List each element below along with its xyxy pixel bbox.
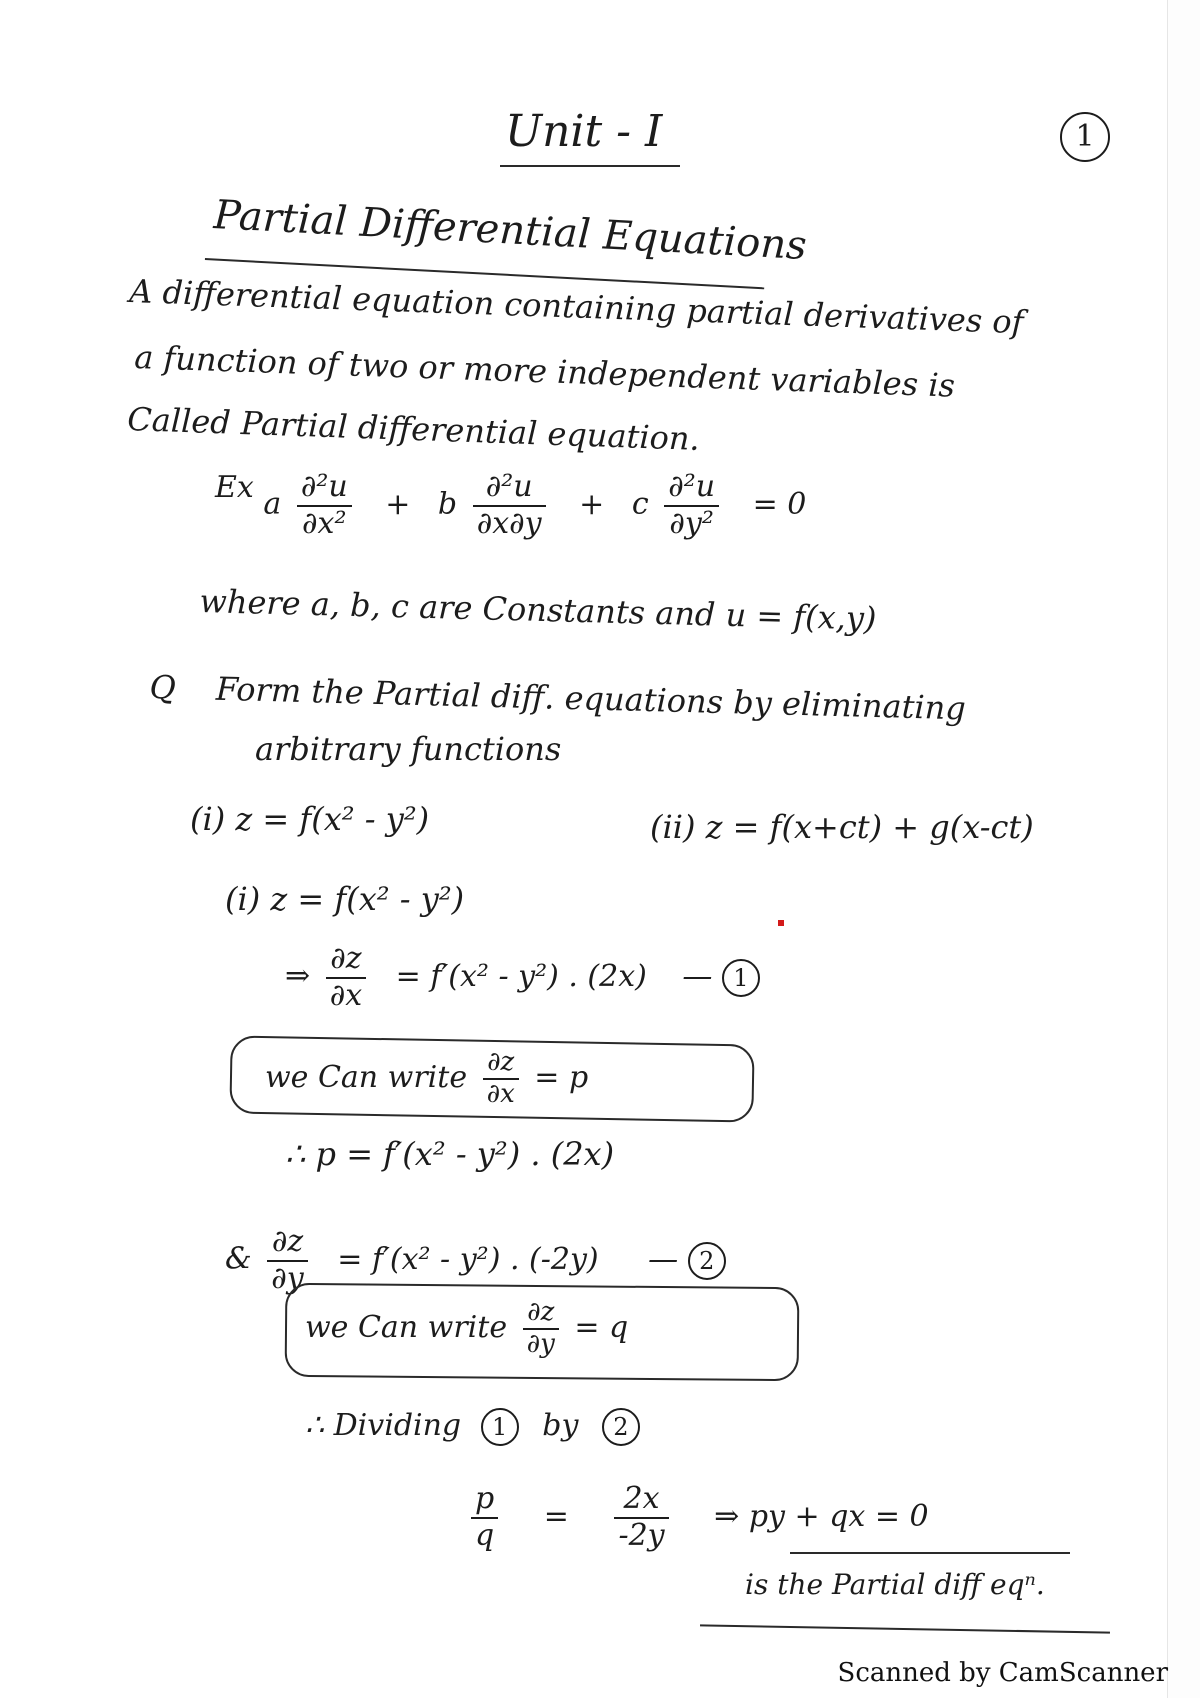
term3-num: ∂²u [664, 470, 719, 507]
question-line-2-text: arbitrary functions [255, 730, 562, 768]
divide-b: 2 [602, 1408, 640, 1446]
where-line-text: where a, b, c are Constants and u = f(x,y) [199, 582, 877, 638]
scanner-watermark [838, 1658, 1168, 1688]
solution-step-3-text: ∴ p = f′(x² - y²) . (2x) [285, 1135, 615, 1173]
definition-line-1-text: A differential equation containing partial derivatives of [128, 272, 1025, 342]
solution-step-3 [285, 1135, 614, 1173]
note-1-den: ∂x [486, 1078, 515, 1109]
note-2-fraction [523, 1298, 559, 1360]
term3-den: ∂y² [669, 505, 714, 541]
note-2-den: ∂y [526, 1328, 555, 1359]
eq1-dash: — [682, 958, 713, 994]
question-line-1 [149, 668, 966, 727]
unit-title-underline [500, 165, 680, 167]
note-2-text: we Can write [305, 1309, 508, 1345]
question-part-i [190, 800, 429, 838]
question-part-i-text: (i) z = f(x² - y²) [190, 800, 430, 838]
note-1-text: we Can write [265, 1059, 468, 1095]
term2-fraction [473, 470, 546, 541]
term2-num: ∂²u [473, 470, 546, 507]
page-number-circle: 1 [1060, 112, 1110, 162]
definition-line-2 [134, 338, 956, 405]
result-note [745, 1568, 1045, 1601]
term3-coef: c [631, 486, 649, 522]
divide-prefix: ∴ Dividing [305, 1408, 462, 1443]
step4-num: ∂z [267, 1225, 307, 1262]
divide-by: by [542, 1408, 579, 1443]
step2-fraction [326, 942, 366, 1013]
scan-edge [1167, 0, 1200, 1698]
term1-coef: a [263, 486, 282, 522]
question-part-ii-text: (ii) z = f(x+ct) + g(x-ct) [650, 808, 1034, 846]
ratio-den: q [475, 1517, 495, 1553]
section-heading-text: Partial Differential Equations [212, 192, 808, 270]
definition-line-3-text: Called Partial differential equation. [126, 400, 701, 458]
dividing-line [305, 1408, 640, 1446]
plus-1: + [385, 486, 411, 522]
ratio-line [465, 1482, 929, 1553]
step2-prefix: ⇒ [285, 958, 311, 994]
step2-rhs: = f′(x² - y²) . (2x) [395, 958, 647, 994]
term1-num: ∂²u [297, 470, 352, 507]
result: ⇒ py + qx = 0 [714, 1498, 929, 1534]
step4-den: ∂y [271, 1260, 304, 1296]
ratio-rhs-den: -2y [618, 1517, 665, 1553]
note-2 [305, 1298, 628, 1360]
where-line [199, 582, 877, 638]
eq2-label: 2 [688, 1242, 726, 1280]
question-part-ii [650, 808, 1034, 846]
note-1-rhs: = p [534, 1059, 589, 1095]
unit-title [505, 106, 662, 157]
plus-2: + [579, 486, 605, 522]
ratio-rhs-num: 2x [614, 1482, 668, 1519]
result-note-text: is the Partial diff eqⁿ. [745, 1568, 1045, 1601]
term3-fraction [664, 470, 719, 541]
note-1 [265, 1048, 588, 1110]
question-marker: Q [149, 668, 177, 707]
divide-a: 1 [481, 1408, 519, 1446]
step4-prefix: & [225, 1241, 252, 1277]
definition-line-1 [129, 272, 1024, 341]
question-line-2 [255, 730, 561, 768]
question-line-1-text: Form the Partial diff. equations by eliminating [215, 669, 967, 728]
term1-den: ∂x² [302, 505, 347, 541]
eq2-dash: — [648, 1241, 679, 1277]
unit-title-text: Unit - I [505, 106, 663, 157]
term2-coef: b [437, 486, 458, 522]
solution-step-1 [225, 880, 464, 918]
example-label: Ex [215, 470, 254, 505]
example-equation [215, 470, 806, 541]
eq1-label: 1 [722, 959, 760, 997]
note-2-num: ∂z [523, 1298, 559, 1330]
section-heading [213, 192, 808, 269]
scanner-watermark-text: Scanned by CamScanner [837, 1658, 1168, 1688]
ratio-eq: = [543, 1498, 569, 1534]
note-1-num: ∂z [483, 1048, 519, 1080]
result-note-underline [700, 1624, 1110, 1633]
term2-den: ∂x∂y [476, 505, 542, 541]
equals-zero: = 0 [752, 486, 807, 522]
red-dot [778, 920, 784, 926]
step4-rhs: = f′(x² - y²) . (-2y) [337, 1241, 599, 1277]
page-number [1060, 112, 1110, 162]
note-2-rhs: = q [574, 1309, 629, 1345]
definition-line-3 [127, 400, 701, 458]
note-1-fraction [483, 1048, 519, 1110]
ratio-rhs-fraction [614, 1482, 668, 1553]
solution-step-1-text: (i) z = f(x² - y²) [225, 880, 465, 918]
ratio-fraction [471, 1482, 498, 1553]
definition-line-2-text: a function of two or more independent variables is [133, 338, 956, 405]
solution-step-2 [285, 942, 760, 1013]
step2-num: ∂z [326, 942, 366, 979]
term1-fraction [297, 470, 352, 541]
result-underline [790, 1552, 1070, 1554]
step2-den: ∂x [329, 977, 363, 1013]
ratio-num: p [471, 1482, 498, 1519]
